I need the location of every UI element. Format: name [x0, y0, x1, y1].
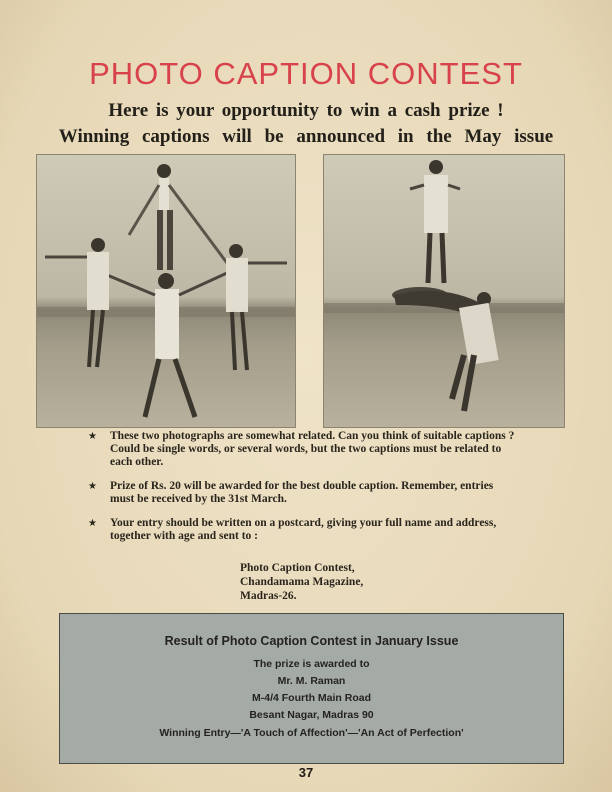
subtitle-line-1: Here is your opportunity to win a cash prize ! [108, 100, 504, 121]
acrobats-balance-photo [323, 154, 565, 428]
star-icon: ★ [88, 518, 97, 529]
mailing-address [240, 561, 363, 603]
winner-address-line: Besant Nagar, Madras 90 [249, 709, 374, 721]
acrobats-pyramid-photo [36, 154, 296, 428]
address-line: Chandamama Magazine, [240, 576, 364, 588]
rule-item [88, 517, 520, 543]
rule-text: Your entry should be written on a postcard, giving your full name and address, together with age and sent to : [110, 517, 497, 542]
rule-item [88, 430, 520, 469]
rule-item [88, 480, 520, 506]
result-title: Result of Photo Caption Contest in January Issue [164, 634, 459, 648]
address-line: Madras-26. [240, 590, 297, 602]
rule-text: Prize of Rs. 20 will be awarded for the best double caption. Remember, entries must be received by the 31st March. [110, 480, 494, 505]
page-title: PHOTO CAPTION CONTEST [89, 56, 523, 91]
winner-name: Mr. M. Raman [277, 675, 346, 687]
pyramid-photo-graphic [37, 155, 295, 427]
contest-rules [88, 430, 520, 554]
address-line: Photo Caption Contest, [240, 562, 355, 574]
result-panel [59, 613, 564, 764]
star-icon: ★ [88, 431, 97, 442]
star-icon: ★ [88, 481, 97, 492]
winning-entry: Winning Entry—'A Touch of Affection'—'An Act of Perfection' [159, 727, 464, 739]
result-line: The prize is awarded to [253, 658, 370, 670]
balance-photo-graphic [324, 155, 564, 427]
rule-text: These two photographs are somewhat related. Can you think of suitable captions ? Could be single words, or several words, but the two captions must be related to each other. [110, 430, 515, 468]
winner-address-line: M-4/4 Fourth Main Road [252, 692, 371, 704]
page-number: 37 [298, 765, 314, 780]
subtitle-line-2: Winning captions will be announced in the May issue [58, 126, 554, 147]
